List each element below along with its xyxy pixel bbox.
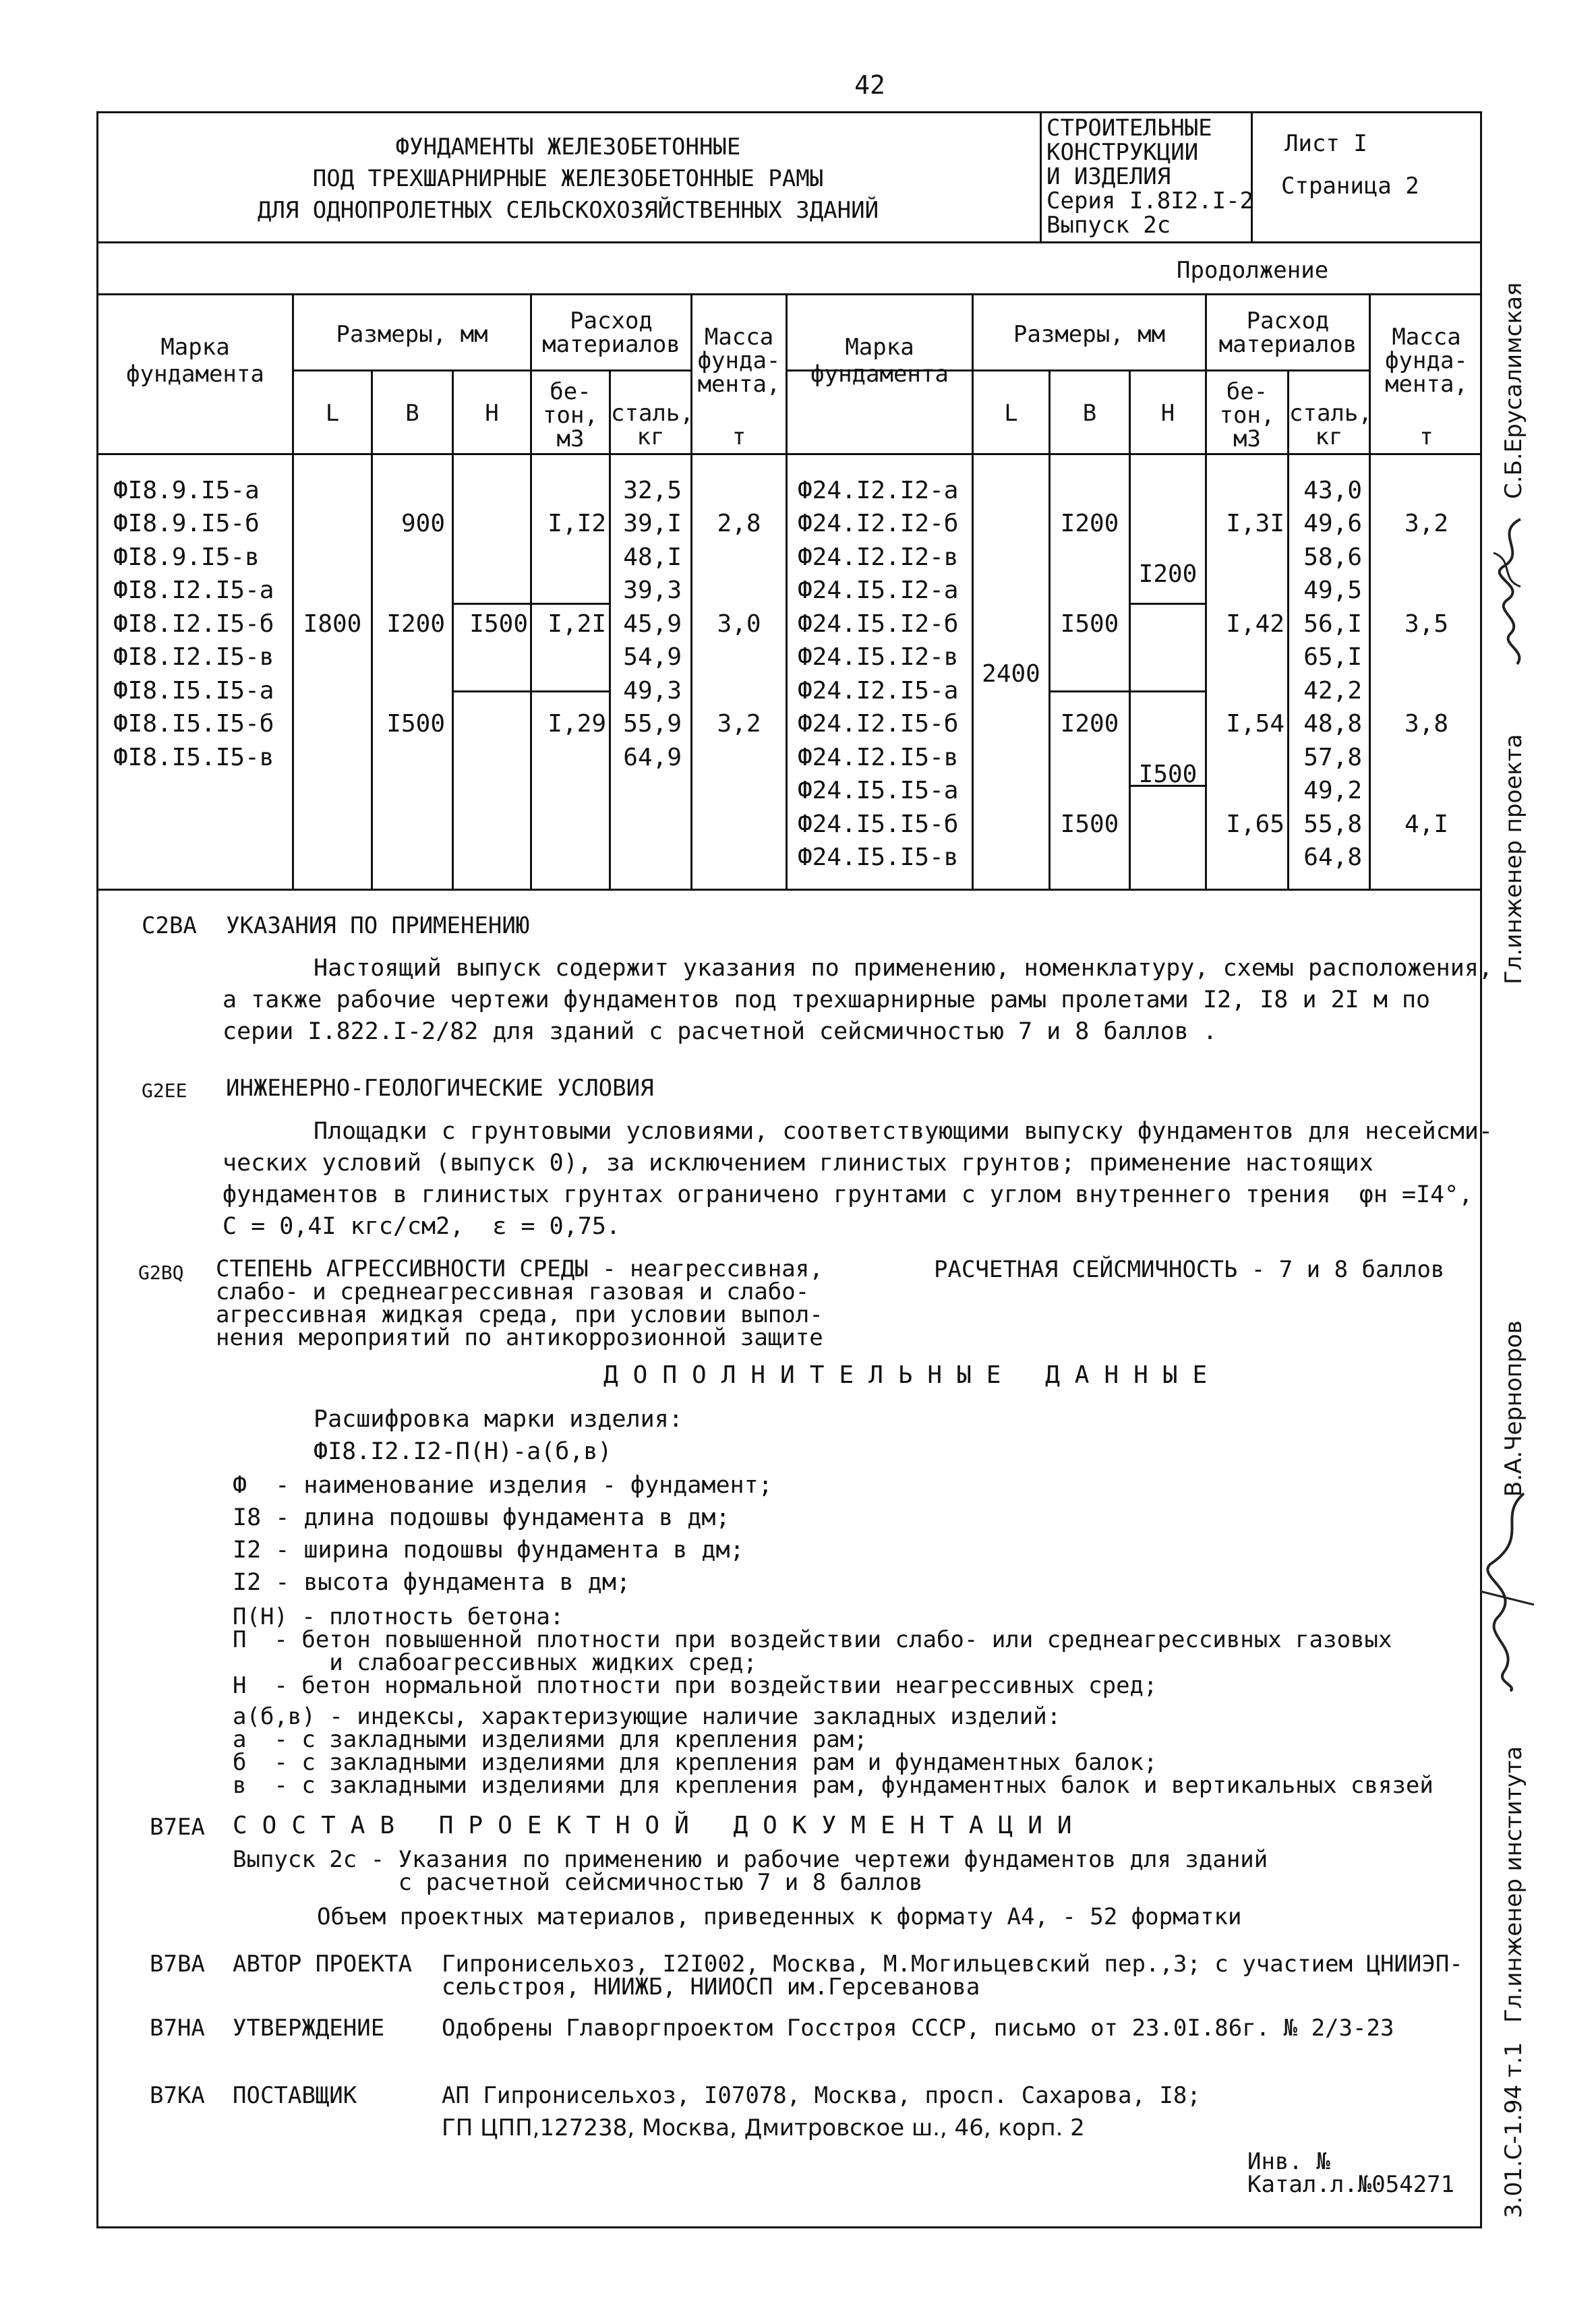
paragraph-line: с расчетной сейсмичностью 7 и 8 баллов [233,1869,923,1896]
table-row-mark: ФI8.I5.I5-б [113,710,274,738]
section-code: G2EE [142,1079,187,1102]
table-cell-concrete: I,29 [548,710,606,738]
paragraph-line: ческих условий (выпуск 0), за исключением глинистых грунтов; применение настоящих [223,1150,1373,1177]
table-row-mark: Ф24.I2.I5-в [798,744,959,771]
table-row-mark: ФI8.9.I5-в [113,543,260,571]
decode-line: I2 - высота фундамента в дм; [233,1569,631,1596]
table-cell-mass: 2,8 [717,510,761,537]
table-row-mark: ФI8.I5.I5-в [113,744,274,771]
table-cell-concrete: I,I2 [548,510,606,537]
col-header-consumption: Расход [570,307,653,334]
table-cell-steel: 65,I [1303,643,1362,671]
paragraph-line: C = 0,4I кгс/см2, ε = 0,75. [223,1213,621,1240]
table-cell-width: I500 [1060,810,1119,838]
table-row-mark: Ф24.I5.I5-в [798,843,959,871]
chief-engineer-project-name: С.Б.Ерусалимская [1500,282,1527,499]
decode-line: а(б,в) - индексы, характеризующие наличие закладных изделий: [233,1703,1061,1730]
decode-line: I2 - ширина подошвы фундамента в дм; [233,1537,744,1564]
paragraph-line: ГП ЦПП,127238, Москва, Дмитровское ш., 46, корп. 2 [442,2114,1085,2141]
table-row-mark: Ф24.I2.I2-а [798,477,959,504]
inventory-label: Инв. № [1247,2148,1330,2175]
paragraph-line: фундаментов в глинистых грунтах ограничено грунтами с углом внутреннего трения φн =I4°, [223,1181,1473,1208]
table-cell-steel: 43,0 [1303,477,1362,504]
chief-engineer-project-label: Гл.инженер проекта [1500,734,1527,984]
section-code: C2BA [142,912,197,939]
chief-engineer-institute-label: Гл.инженер института [1500,1746,1527,2023]
table-row-mark: Ф24.I5.I5-б [798,810,959,838]
table-row-mark: Ф24.I2.I5-б [798,710,959,738]
table-cell-concrete: I,2I [548,610,606,638]
decode-example: ФI8.I2.I2-П(Н)-а(б,в) [314,1438,612,1465]
table-cell-height: I200 [1138,560,1198,588]
paragraph-line: Площадки с грунтовыми условиями, соответствующими выпуску фундаментов для несейсми- [314,1118,1493,1145]
table-cell-length: 2400 [982,660,1040,688]
decode-line: в - с закладными изделиями для крепления рам, фундаментных балок и вертикальных связей [233,1772,1434,1799]
paragraph-line: Выпуск 2с - Указания по применению и рабочие чертежи фундаментов для зданий [233,1846,1268,1873]
paragraph-line: нения мероприятий по антикоррозионной защите [216,1324,823,1351]
table-row-mark: Ф24.I2.I5-а [798,677,959,705]
table-cell-steel: 42,2 [1303,677,1362,705]
table-cell-steel: 58,6 [1303,543,1362,571]
paragraph-line: серии I.822.I-2/82 для зданий с расчетной сейсмичностью 7 и 8 баллов . [223,1018,1218,1045]
paragraph-line: слабо- и среднеагрессивная газовая и слабо- [216,1278,810,1305]
section-title: АВТОР ПРОЕКТА [233,1951,413,1978]
table-cell-steel: 55,9 [623,710,682,738]
decode-line: б - с закладными изделиями для крепления рам и фундаментных балок; [233,1749,1158,1776]
series-info: СТРОИТЕЛЬНЫЕ КОНСТРУКЦИИ И ИЗДЕЛИЯ Серия I.8I2.I-2 Выпуск 2с [1046,115,1254,239]
decode-line: Ф - наименование изделия - фундамент; [233,1472,773,1499]
col-header-sizes: Размеры, мм [336,321,488,348]
decode-line: Н - бетон нормальной плотности при воздействии неагрессивных сред; [233,1672,1158,1699]
table-row-mark: ФI8.I2.I5-б [113,610,274,638]
decode-line: I8 - длина подошвы фундамента в дм; [233,1504,730,1531]
section-code: B7EA [150,1814,205,1841]
sheet-number: Лист I [1284,130,1367,157]
table-cell-steel: 39,I [623,510,682,537]
table-cell-concrete: I,54 [1226,710,1284,738]
table-cell-width: 900 [401,510,445,537]
table-cell-steel: 48,I [623,543,682,571]
section-title: СОСТАВ ПРОЕКТНОЙ ДОКУМЕНТАЦИИ [233,1812,1087,1839]
section-code: G2BQ [138,1262,184,1284]
table-cell-length: I800 [303,610,362,638]
table-cell-width: I500 [386,710,445,738]
document-title: ФУНДАМЕНТЫ ЖЕЛЕЗОБЕТОННЫЕ ПОД ТРЕХШАРНИРНЫЕ ЖЕЛЕЗОБЕТОННЫЕ РАМЫ ДЛЯ ОДНОПРОЛЕТНЫХ СЕЛЬСКОХОЗЯЙСТВЕННЫХ ЗДАНИЙ [257,134,879,224]
table-row-mark: ФI8.9.I5-а [113,477,260,504]
table-cell-height: I500 [469,610,528,638]
table-cell-steel: 56,I [1303,610,1362,638]
signature-project-icon [1480,512,1547,668]
page-number: 42 [854,70,885,100]
decode-line: и слабоагрессивных жидких сред; [233,1649,757,1676]
table-row-mark: Ф24.I5.I2-б [798,610,959,638]
catalog-number: Катал.л.№054271 [1247,2171,1455,2198]
table-cell-steel: 45,9 [623,610,682,638]
paragraph-line: АП Гипронисельхоз, I07078, Москва, просп. Сахарова, I8; [442,2082,1201,2109]
table-cell-height: I500 [1138,761,1198,788]
continuation-label: Продолжение [1177,257,1329,284]
paragraph-line: сельстроя, НИИЖБ, НИИОСП им.Герсеванова [442,1974,980,2000]
table-cell-mass: 3,8 [1404,710,1449,738]
table-cell-steel: 49,3 [623,677,682,705]
paragraph-line: а также рабочие чертежи фундаментов под трехшарнирные рамы пролетами I2, I8 и 2I м по [223,986,1431,1013]
table-cell-mass: 3,2 [1404,510,1449,537]
decode-line: а - с закладными изделиями для крепления рам; [233,1726,868,1753]
paragraph-line: Одобрены Главоргпроектом Госстроя СССР, письмо от 23.0I.86г. № 2/3-23 [442,2015,1394,2042]
table-cell-steel: 64,9 [623,744,682,771]
decode-line: П(Н) - плотность бетона: [233,1603,564,1630]
document-code: 3.01.С-1.94 т.1 [1500,2042,1527,2218]
section-title: ПОСТАВЩИК [233,2082,357,2109]
table-cell-concrete: I,42 [1226,610,1284,638]
table-cell-mass: 3,0 [717,610,761,638]
table-cell-steel: 64,8 [1303,843,1362,871]
table-cell-steel: 49,2 [1303,777,1362,804]
section-title: УКАЗАНИЯ ПО ПРИМЕНЕНИЮ [226,912,530,939]
seismicity-note: РАСЧЕТНАЯ СЕЙСМИЧНОСТЬ - 7 и 8 баллов [934,1256,1445,1283]
table-row-mark: Ф24.I5.I5-а [798,777,959,804]
table-row-mark: Ф24.I2.I2-б [798,510,959,537]
table-cell-steel: 48,8 [1303,710,1362,738]
paragraph-line: Гипронисельхоз, I2I002, Москва, М.Могильцевский пер.,3; с участием ЦНИИЭП- [442,1951,1463,1978]
table-cell-steel: 39,3 [623,576,682,604]
table-cell-steel: 57,8 [1303,744,1362,771]
table-row-mark: Ф24.I5.I2-в [798,643,959,671]
section-code: B7HA [150,2015,205,2042]
table-cell-steel: 49,6 [1303,510,1362,537]
col-header-mark: Марка [160,334,230,361]
section-title: ИНЖЕНЕРНО-ГЕОЛОГИЧЕСКИЕ УСЛОВИЯ [226,1075,654,1102]
table-row-mark: ФI8.I2.I5-а [113,576,274,604]
table-row-mark: ФI8.I2.I5-в [113,643,274,671]
table-cell-concrete: I,65 [1226,810,1284,838]
table-cell-mass: 3,2 [717,710,761,738]
table-cell-steel: 49,5 [1303,576,1362,604]
col-header-mass: Масса [704,324,774,351]
table-cell-width: I500 [1060,610,1119,638]
section-code: B7BA [150,1951,205,1978]
table-cell-width: I200 [1060,710,1119,738]
table-cell-mass: 4,I [1404,810,1449,838]
table-cell-steel: 32,5 [623,477,682,504]
paragraph-line: Объем проектных материалов, приведенных к формату А4, - 52 форматки [317,1903,1242,1930]
table-cell-concrete: I,3I [1226,510,1284,537]
section-code: B7KA [150,2082,205,2109]
decode-title: Расшифровка марки изделия: [314,1406,683,1433]
table-cell-mass: 3,5 [1404,610,1449,638]
extra-data-title: ДОПОЛНИТЕЛЬНЫЕ ДАННЫЕ [603,1361,1222,1389]
table-row-mark: ФI8.9.I5-б [113,510,260,537]
table-cell-steel: 54,9 [623,643,682,671]
signature-institute-icon [1470,1490,1544,1692]
paragraph-line: агрессивная жидкая среда, при условии выпол- [216,1301,823,1328]
page-label: Страница 2 [1281,173,1419,200]
table-cell-steel: 55,8 [1303,810,1362,838]
paragraph-line: Настоящий выпуск содержит указания по применению, номенклатуру, схемы расположения, [314,955,1493,982]
table-cell-width: I200 [386,610,445,638]
table-cell-width: I200 [1060,510,1119,537]
table-row-mark: Ф24.I2.I2-в [798,543,959,571]
section-title: УТВЕРЖДЕНИЕ [233,2015,385,2042]
paragraph-line: СТЕПЕНЬ АГРЕССИВНОСТИ СРЕДЫ - неагрессивная, [216,1255,823,1282]
decode-line: П - бетон повышенной плотности при воздействии слабо- или среднеагрессивных газовых [233,1626,1392,1653]
table-row-mark: ФI8.I5.I5-а [113,677,274,705]
chief-engineer-institute-name: В.А.Чернопров [1500,1320,1527,1497]
table-row-mark: Ф24.I5.I2-а [798,576,959,604]
